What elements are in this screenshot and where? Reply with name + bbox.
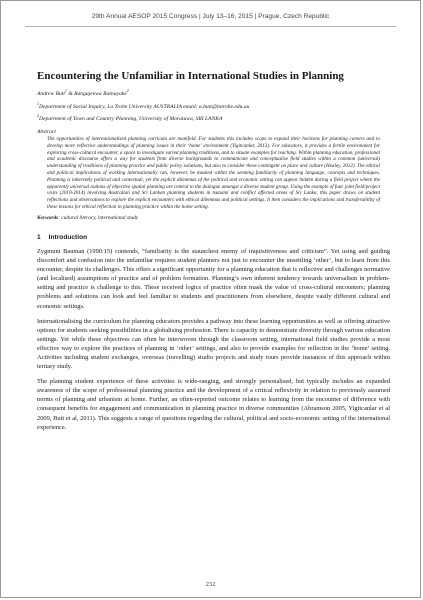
abstract-text: The opportunities of internationalised planning curricula are manifold. For students this includes scope to expand their horizons for planning careers and to develop more reflective understandings of planning issues in their ‘home’ environment (Yigitcanlar, 2013). For educators, it provides a fertile environment for exploring cross-cultural encounter, a space to investigate varied planning traditions, and to situate examples for teaching. Within planning education, professional and academic discourse offers a way for students from diverse backgrounds to communicate and conceptualise field studies within a common (universal) understanding of traditions of planning practice and public policy solutions, but also to consider these contingent on place and culture (Healey, 2012). The ethical and political implications of working internationally can, however, be masked within the seeming familiarity of planning language, concepts and techniques. Planning is inherently political and contextual, yet the explicit dilemmas of the political and economic setting can appear hidden during a field project where the apparently universal notions of objective spatial planning are central to the dialogue amongst a diverse student group. Using the example of four joint field/project visits (2010-2014) involving Australian and Sri Lankan planning students in tsunami and conflict affected areas of Sri Lanka, this paper draws on student reflections and observations to explore the explicit encounters with ethical dilemmas and political settings. It then considers the implications and transferability of these lessons for ethical reflection in planning practice within the home setting. xyxy=(47,136,380,210)
affiliation-superscript: 1 xyxy=(37,100,39,106)
author-superscript: 1 xyxy=(64,88,67,94)
author-superscript: 2 xyxy=(126,88,129,94)
affiliation-superscript: 2 xyxy=(37,113,39,119)
affiliation-text: Department of Town and Country Planning, University of Moratuwa, SRI LANKA xyxy=(39,116,223,123)
affiliation xyxy=(37,113,390,124)
keywords-value: : cultural literacy, international study xyxy=(58,214,139,221)
running-header: 29th Annual AESOP 2015 Congress | July 13–16, 2015 | Prague, Czech Republic xyxy=(91,13,330,20)
section-title: Introduction xyxy=(48,233,88,241)
section-heading xyxy=(37,234,390,241)
affiliation xyxy=(37,101,390,112)
author-separator: & xyxy=(66,90,75,97)
author-line xyxy=(37,88,390,99)
author-name: Rangajeewa Ratnayake xyxy=(74,90,127,97)
author-name: Andrew Butt xyxy=(37,90,65,97)
abstract-heading: Abstract xyxy=(37,129,56,136)
body-paragraph: Internationalising the curriculum for planning educators provides a pathway into these learning opportunities as well as offering attractive options for students seeking possibilities in a globalising profession. There is capacity to demonstrate diversity through various education settings. Yet while these objectives can often be interwoven through the classroom setting, international field studies provide a most effective way to explore the practices of planning in ‘other’ settings, and also to provide examples for reflection in the ‘home’ setting. Activities including student exchanges, overseas (travelling) studio projects and study tours provide instances of this approach within tertiary study. xyxy=(37,317,390,371)
affiliation-text: Department of Social Inquiry, La Trobe University AUSTRALIA email: a.butt@latrobe.edu.au xyxy=(39,103,250,110)
keywords-line xyxy=(37,215,390,222)
body-paragraph: The planning student experience of these activities is wide-ranging, and strongly personalised, but typically includes an expanded awareness of the scope of professional planning practice and the development of a critical reflexivity in relation to previously assumed norms of planning and urbanism at home. Further, an often-reported outcome relates to learning from the encounter of difference with consequent benefits for engagement and communication in planning practice in diverse communities (Abramson 2005, Yigitcanlar et al 2009, Butt et al, 2011). This suggests a range of questions regarding the cultural, political and socio-economic setting of the international experience. xyxy=(37,378,390,431)
keywords-label: Keywords xyxy=(37,214,59,221)
paper-body xyxy=(37,34,390,438)
body-paragraph: Zygmunt Bauman (1990:15) contends, “familiarity is the staunchest enemy of inquisitiveness and criticism”. Yet using and guiding discomfort and confusion into the unfamiliar requires student planners not just to encounter the unsettling ‘other’, but to learn from this encounter, despite its challenges. This offers a significant opportunity for a planning education that is reflective and challenges normative (and localised) assumptions of practice and of problem formation. Planning’s own inherent tendency towards universalism in problem-setting and practice is challenge to this. These received logics of practice often mask the value of cross-cultural encounters; planning problems and solutions can look and feel familiar to students and practitioners from elsewhere, despite vastly different cultural and economic settings. xyxy=(37,247,390,310)
paper-title: Encountering the Unfamiliar in International Studies in Planning xyxy=(37,70,344,82)
header-rule xyxy=(25,26,396,27)
page-number: 232 xyxy=(205,581,216,588)
section-number: 1 xyxy=(37,233,41,241)
